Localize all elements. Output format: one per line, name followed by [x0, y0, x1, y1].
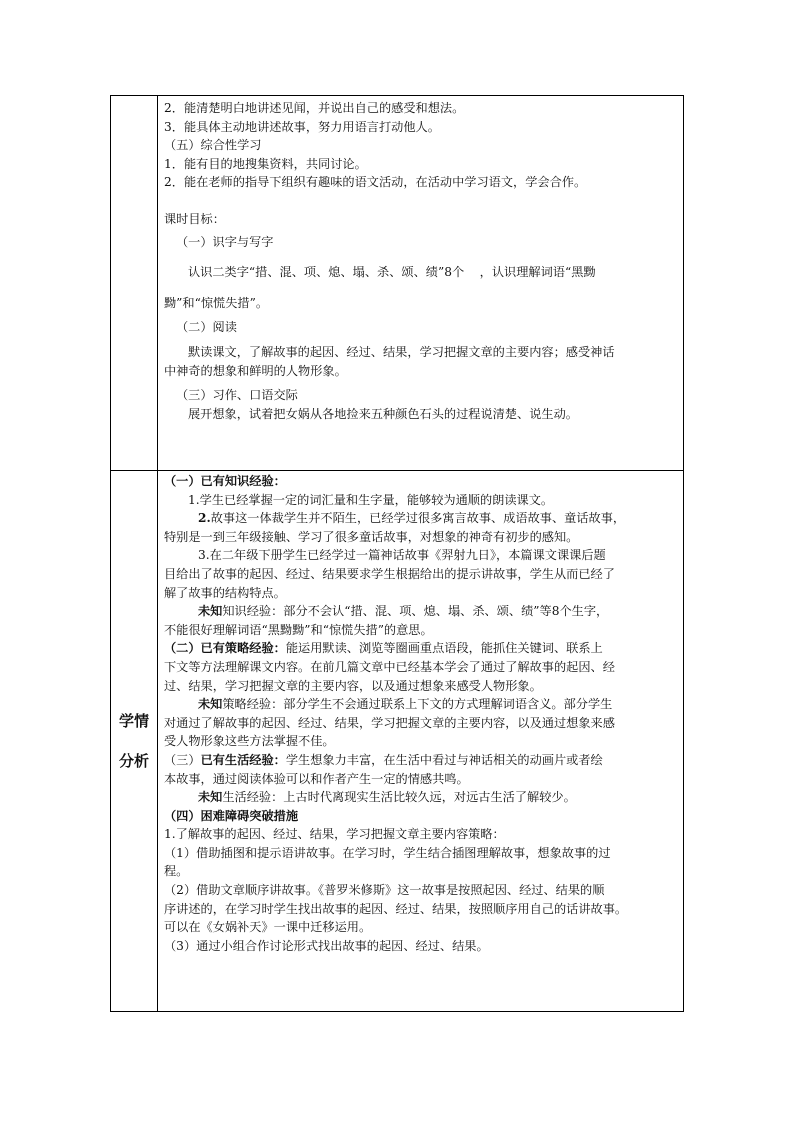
section-heading: （一）已有知识经验： — [164, 474, 286, 488]
section-heading: （四）困难障碍突破措施 — [164, 808, 299, 823]
paragraph-line: 可以在《女娲补天》一课中迁移运用。 — [164, 920, 372, 935]
paragraph-line: 程。 — [164, 864, 189, 879]
paragraph-line — [164, 639, 679, 658]
unknown-label: 未知 — [198, 790, 223, 805]
paragraph-line: 下文等方法理解课文内容。在前几篇文章中已经基本学会了通过了解故事的起因、经 — [164, 659, 615, 674]
paragraph-line — [164, 788, 679, 807]
goal3-heading: （三）习作、口语交际 — [176, 388, 298, 403]
analysis-label: 学情 — [118, 712, 149, 730]
section-prefix: （三） — [164, 752, 201, 767]
analysis-row — [111, 471, 684, 1012]
paragraph-text: 故事这一体裁学生并不陌生，已经学过很多寓言故事、成语故事、童话故事， — [210, 511, 626, 526]
paragraph-line: 1.了解故事的起因、经过、结果，学习把握文章主要内容策略： — [164, 827, 505, 842]
objective-line: 1．能有目的地搜集资料，共同讨论。 — [164, 156, 367, 171]
paragraph-line — [164, 695, 679, 714]
goal2-heading: （二）阅读 — [176, 320, 237, 335]
paragraph-line: （2）借助文章顺序讲故事。《普罗米修斯》这一故事是按照起因、经过、结果的顺 — [164, 883, 605, 898]
objectives-label-cell — [111, 96, 158, 471]
paragraph-line: 过、结果，学习把握文章的主要内容，以及通过想象来感受人物形象。 — [164, 678, 542, 693]
section-heading: （二）已有策略经验： — [164, 641, 286, 656]
paragraph-text: 生活经验：上古时代离现实生活比较久远，对远古生活了解较少。 — [222, 790, 576, 805]
paragraph-line: 解了故事的结构特点。 — [164, 585, 286, 600]
analysis-label-cell — [111, 471, 158, 1012]
goal1-text: 认识二类字“措、混、项、熄、塌、杀、颂、绩”8个 ，认识理解词语“黑黝 — [188, 265, 596, 280]
lesson-plan-table — [110, 95, 684, 1012]
goal2-text: 默读课文，了解故事的起因、经过、结果，学习把握文章的主要内容；感受神话 — [188, 344, 615, 359]
paragraph-line: 受人物形象这些方法掌握不佳。 — [164, 734, 335, 749]
paragraph-line — [164, 509, 679, 528]
paragraph-line: 不能很好理解词语“黑黝黝”和“惊慌失措”的意思。 — [164, 622, 433, 637]
paragraph-line — [164, 751, 679, 770]
paragraph-line: 序讲述的，在学习时学生找出故事的起因、经过、结果，按照顺序用自己的话讲故事。 — [164, 901, 628, 916]
analysis-content-cell — [158, 471, 684, 1012]
goal3-text: 展开想象，试着把女娲从各地捡来五种颜色石头的过程说清楚、说生动。 — [188, 406, 578, 421]
objective-line: 2．能在老师的指导下组织有趣味的语文活动，在活动中学习语文，学会合作。 — [164, 175, 587, 190]
paragraph-line: 特别是一到三年级接触、学习了很多童话故事，对想象的神奇有初步的感知。 — [164, 529, 579, 544]
paragraph-text: 学生想象力丰富，在生活中看过与神话相关的动画片或者绘 — [285, 752, 603, 767]
paragraph-text: 能运用默读、浏览等圈画重点语段，能抓住关键词、联系上 — [285, 641, 603, 656]
paragraph-line: 本故事，通过阅读体验可以和作者产生一定的情感共鸣。 — [164, 771, 469, 786]
paragraph-line: 目给出了故事的起因、经过、结果要求学生根据给出的提示讲故事，学生从而已经了 — [164, 566, 615, 581]
paragraph-line: （1）借助插图和提示语讲故事。在学习时，学生结合插图理解故事，想象故事的过 — [164, 845, 611, 860]
section-heading: 已有生活经验： — [200, 752, 286, 767]
paragraph-line: 1.学生已经掌握一定的词汇量和生字量，能够较为通顺的朗读课文。 — [188, 492, 554, 507]
objective-line: （五）综合性学习 — [164, 138, 262, 153]
objectives-content-cell — [158, 96, 684, 471]
unknown-label: 未知 — [198, 697, 223, 712]
paragraph-text: 策略经验：部分学生不会通过联系上下文的方式理解词语含义。部分学生 — [222, 697, 613, 712]
goal1-heading: （一）识字与写字 — [176, 234, 274, 249]
unknown-label: 未知 — [198, 604, 223, 619]
paragraph-line: 对通过了解故事的起因、经过、结果，学习把握文章的主要内容，以及通过想象来感 — [164, 715, 615, 730]
goal1-text: 黝”和“惊慌失措”。 — [164, 295, 269, 310]
paragraph-line: 3.在二年级下册学生已经学过一篇神话故事《羿射九日》，本篇课文课课后题 — [198, 548, 606, 563]
paragraph-text: 知识经验：部分不会认“措、混、项、熄、塌、杀、颂、绩”等8个生字， — [222, 604, 609, 619]
paragraph-line: （3）通过小组合作讨论形式找出故事的起因、经过、结果。 — [164, 938, 489, 953]
objective-line: 3．能具体主动地讲述故事，努力用语言打动他人。 — [164, 119, 440, 134]
objective-line: 2．能清楚明白地讲述见闻，并说出自己的感受和想法。 — [164, 101, 465, 115]
paragraph-line — [164, 602, 679, 621]
analysis-label: 分析 — [118, 752, 149, 770]
item-number: 2. — [198, 511, 211, 526]
goal2-text: 中神奇的想象和鲜明的人物形象。 — [164, 363, 347, 378]
objectives-row — [111, 96, 684, 471]
lesson-goals-title: 课时目标： — [164, 211, 225, 226]
